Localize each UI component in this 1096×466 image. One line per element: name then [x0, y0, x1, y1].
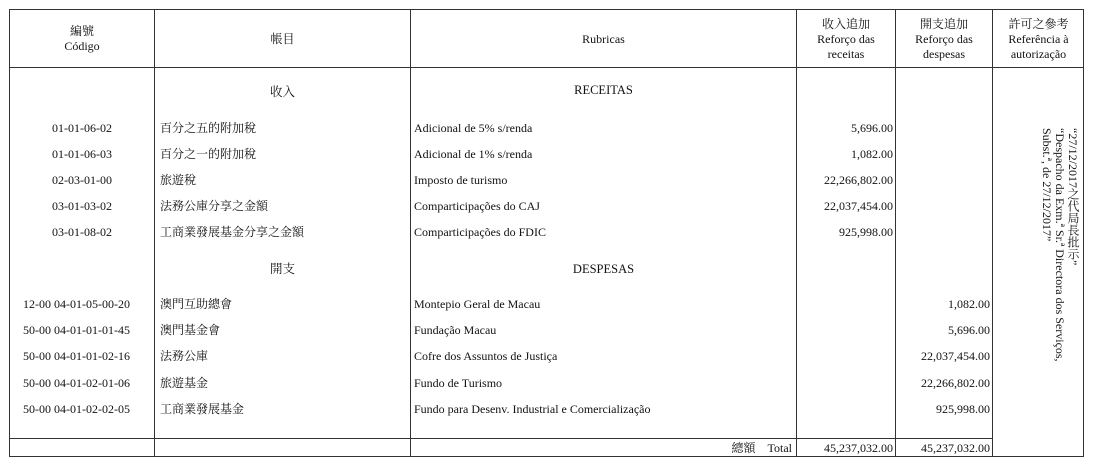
header-reference-pt1: Referência à [1008, 31, 1069, 46]
header-revenue-zh: 收入追加 [821, 16, 870, 31]
row-rubric-pt: Fundação Macau [414, 323, 497, 337]
header-expense-pt1: Reforço das [915, 31, 973, 46]
table-row [10, 346, 1083, 366]
row-account-zh: 旅遊基金 [160, 376, 209, 390]
header-account [155, 10, 410, 68]
row-expense: 1,082.00 [948, 297, 990, 311]
total-expense: 45,237,032.00 [921, 441, 990, 455]
authorization-line-1: “27/12/2017之代局長批示” [1066, 128, 1080, 266]
header-account-zh: 帳目 [270, 31, 295, 46]
row-account-zh: 法務公庫分享之金額 [160, 199, 269, 213]
row-code: 02-03-01-00 [52, 173, 112, 187]
row-account-zh: 澳門互助總會 [160, 297, 233, 311]
row-account-zh: 工商業發展基金分享之金額 [160, 225, 305, 239]
table-row [10, 294, 1083, 314]
row-account-zh: 百分之五的附加稅 [160, 121, 257, 135]
header-expense [896, 10, 992, 68]
row-rubric-pt: Fundo de Turismo [414, 376, 503, 390]
header-code-pt: Código [64, 39, 100, 53]
row-rubric-pt: Fundo para Desenv. Industrial e Comercialização [414, 402, 651, 416]
header-rubric [411, 10, 796, 68]
header-revenue-pt2: receitas [827, 46, 865, 61]
row-code: 50-00 04-01-02-01-06 [23, 376, 130, 390]
table-row [10, 373, 1083, 393]
row-code: 03-01-03-02 [52, 199, 112, 213]
row-code: 50-00 04-01-02-02-05 [23, 402, 130, 416]
total-label: 總額 Total [731, 441, 792, 455]
header-reference-zh: 許可之參考 [1008, 16, 1069, 31]
table-row [10, 144, 1083, 164]
row-expense: 925,998.00 [936, 402, 990, 416]
header-reference [993, 10, 1084, 68]
table-row [10, 196, 1083, 216]
row-rubric-pt: Cofre dos Assuntos de Justiça [414, 349, 558, 363]
section-revenue-zh: 收入 [269, 85, 295, 99]
row-revenue: 925,998.00 [839, 225, 893, 239]
total-row [10, 439, 1083, 457]
authorization-line-3: Subst.ª, de 27/12/2017” [1040, 128, 1054, 242]
table-row [10, 170, 1083, 190]
table-row [10, 118, 1083, 138]
header-revenue-pt1: Reforço das [817, 31, 875, 46]
section-revenue-pt: RECEITAS [574, 83, 633, 97]
row-revenue: 1,082.00 [851, 147, 893, 161]
row-account-zh: 旅遊稅 [160, 173, 197, 187]
row-rubric-pt: Montepio Geral de Macau [414, 297, 541, 311]
row-expense: 22,037,454.00 [921, 349, 990, 363]
row-revenue: 22,037,454.00 [824, 199, 893, 213]
header-rubric-pt: Rubricas [582, 31, 625, 46]
table-row [10, 399, 1083, 419]
row-code: 01-01-06-03 [52, 147, 112, 161]
row-code: 01-01-06-02 [52, 121, 112, 135]
row-rubric-pt: Comparticipações do CAJ [414, 199, 540, 213]
header-revenue [797, 10, 895, 68]
header-reference-pt2: autorização [1010, 46, 1067, 61]
row-account-zh: 工商業發展基金 [160, 402, 245, 416]
row-code: 12-00 04-01-05-00-20 [23, 297, 130, 311]
row-code: 03-01-08-02 [52, 225, 112, 239]
row-revenue: 5,696.00 [851, 121, 893, 135]
row-expense: 5,696.00 [948, 323, 990, 337]
header-code-zh: 編號 [69, 24, 94, 38]
row-code: 50-00 04-01-01-02-16 [23, 349, 130, 363]
header-expense-zh: 開支追加 [919, 16, 968, 31]
row-rubric-pt: Adicional de 1% s/renda [414, 147, 533, 161]
row-code: 50-00 04-01-01-01-45 [23, 323, 130, 337]
section-expense-zh: 開支 [269, 262, 295, 276]
row-expense: 22,266,802.00 [921, 376, 990, 390]
total-revenue: 45,237,032.00 [824, 441, 893, 455]
header-code [10, 10, 154, 68]
row-revenue: 22,266,802.00 [824, 173, 893, 187]
table-row [10, 222, 1083, 242]
row-rubric-pt: Imposto de turismo [414, 173, 508, 187]
row-account-zh: 百分之一的附加稅 [160, 147, 257, 161]
row-rubric-pt: Adicional de 5% s/renda [414, 121, 533, 135]
section-expense-pt: DESPESAS [572, 262, 635, 276]
authorization-reference [1027, 128, 1079, 388]
row-account-zh: 法務公庫 [160, 349, 209, 363]
table-row [10, 320, 1083, 340]
row-rubric-pt: Comparticipações do FDIC [414, 225, 546, 239]
row-account-zh: 澳門基金會 [160, 323, 221, 337]
authorization-line-2: “Despacho da Exm.ª Sr.ª Directora dos Serviços, [1053, 128, 1067, 362]
budget-table [9, 9, 1084, 457]
header-expense-pt2: despesas [923, 46, 965, 61]
